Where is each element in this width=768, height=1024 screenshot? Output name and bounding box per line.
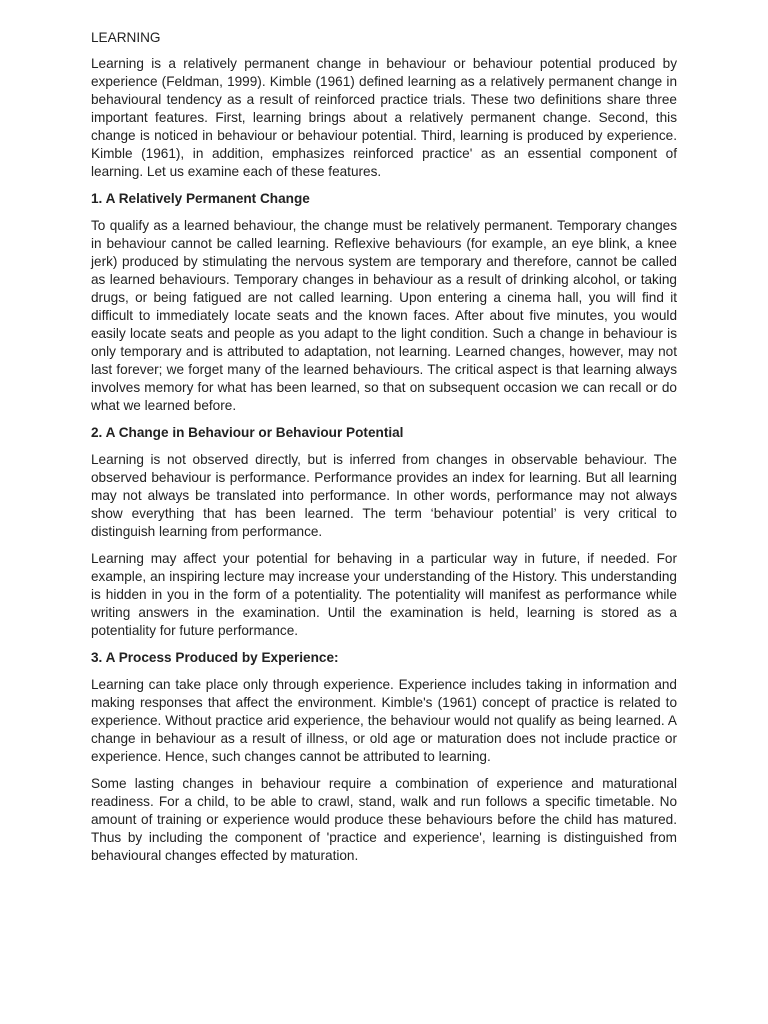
section-behaviour-potential: [91, 424, 677, 640]
section-permanent-change: [91, 190, 677, 415]
intro-paragraph: Learning is a relatively permanent change in behaviour or behaviour potential produced by experience (Feldman, 1999). Kimble (1961) defined learning as a relatively permanent change in behavioural tendency as a result of reinforced practice trials. These two definitions share three important features. First, learning brings about a relatively permanent change. Second, this change is noticed in behaviour or behaviour potential. Third, learning is produced by experience. Kimble (1961), in addition, emphasizes reinforced practice' as an essential component of learning. Let us examine each of these features.: [91, 56, 677, 179]
section-paragraph: Learning can take place only through experience. Experience includes taking in information and making responses that affect the environment. Kimble's (1961) concept of practice is related to experience. Without practice arid experience, the behaviour would not qualify as being learned. A change in behaviour as a result of illness, or old age or maturation does not include practice or experience. Hence, such changes cannot be attributed to learning.: [91, 677, 677, 764]
section-paragraph: Learning is not observed directly, but is inferred from changes in observable behaviour. The observed behaviour is performance. Performance provides an index for learning. But all learning may not always be translated into performance. In other words, performance may not always show everything that has been learned. The term ‘behaviour potential’ is very critical to distinguish learning from performance.: [91, 452, 677, 539]
section-paragraph: Learning may affect your potential for behaving in a particular way in future, if needed. For example, an inspiring lecture may increase your understanding of the History. This understanding is hidden in you in the form of a potentiality. The potentiality will manifest as performance while writing answers in the examination. Until the examination is held, learning is stored as a potentiality for future performance.: [91, 551, 677, 638]
section-paragraph: Some lasting changes in behaviour require a combination of experience and maturational readiness. For a child, to be able to crawl, stand, walk and run follows a specific timetable. No amount of training or experience would produce these behaviours before the child has matured. Thus by including the component of 'practice and experience', learning is distinguished from behavioural changes effected by maturation.: [91, 776, 677, 863]
section-experience: [91, 649, 677, 865]
section-heading: 1. A Relatively Permanent Change: [91, 191, 310, 206]
section-paragraph: To qualify as a learned behaviour, the change must be relatively permanent. Temporary changes in behaviour cannot be called learning. Reflexive behaviours (for example, an eye blink, a knee jerk) produced by stimulating the nervous system are temporary and therefore, cannot be called as learned behaviours. Temporary changes in behaviour as a result of drinking alcohol, or taking drugs, or being fatigued are not called learning. Upon entering a cinema hall, you will find it difficult to immediately locate seats and the known faces. After about five minutes, you would easily locate seats and people as you adapt to the light condition. Such a change in behaviour is only temporary and is attributed to adaptation, not learning. Learned changes, however, may not last forever; we forget many of the learned behaviours. The critical aspect is that learning always involves memory for what has been learned, so that on subsequent occasion we can recall or do what we learned before.: [91, 218, 677, 413]
section-heading: 3. A Process Produced by Experience:: [91, 650, 339, 665]
section-heading: 2. A Change in Behaviour or Behaviour Potential: [91, 425, 404, 440]
document-title: LEARNING: [91, 30, 161, 45]
